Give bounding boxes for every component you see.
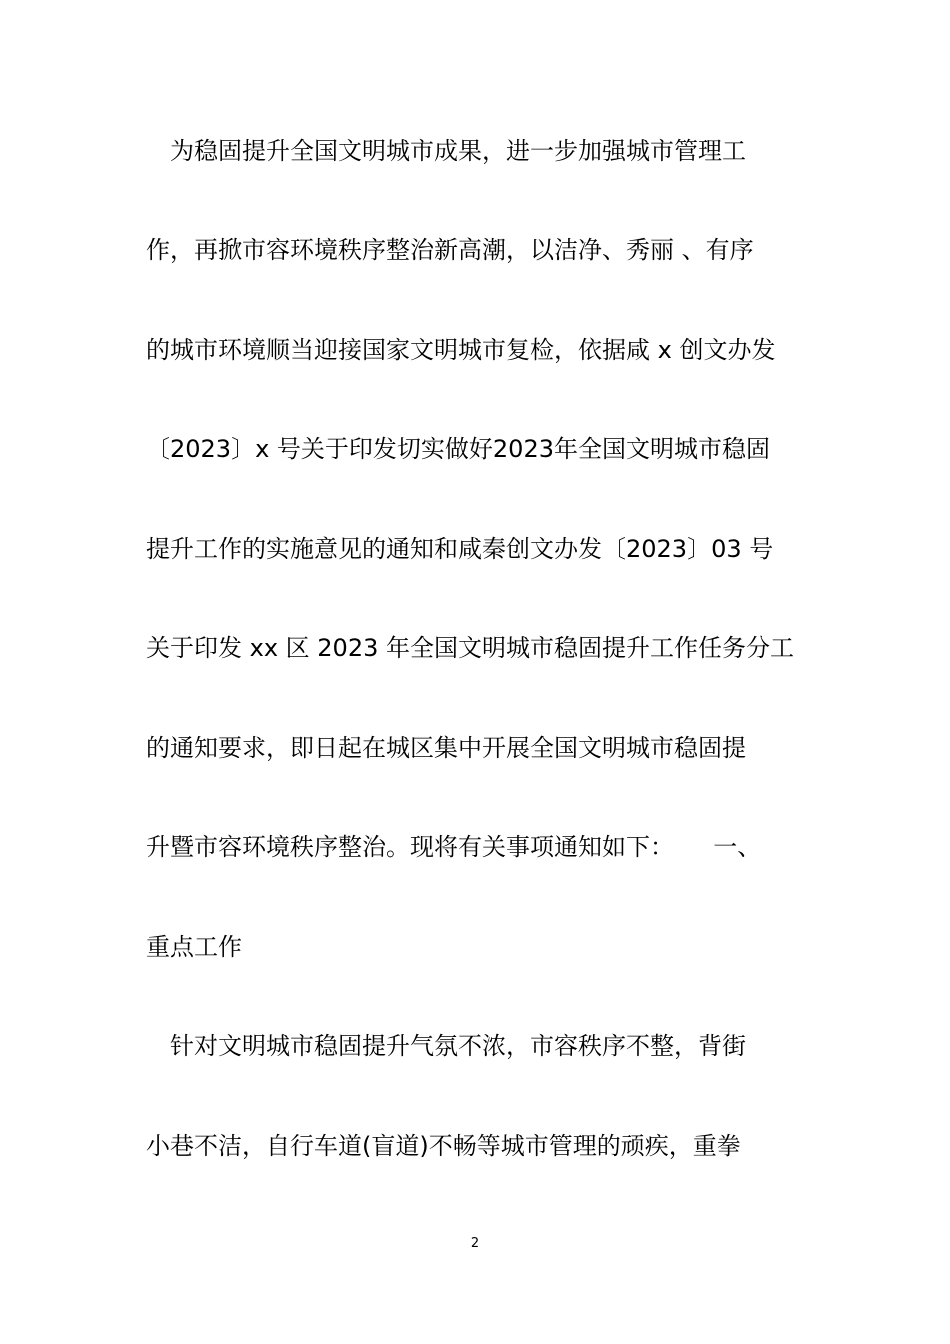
paragraph-line: 小巷不洁，自行车道(盲道)不畅等城市管理的顽疾，重拳 [146, 1132, 741, 1160]
paragraph-line: 〔2023〕x 号关于印发切实做好2023年全国文明城市稳固 [146, 435, 770, 463]
paragraph-line: 的通知要求，即日起在城区集中开展全国文明城市稳固提 [146, 734, 746, 762]
paragraph-line: 关于印发 xx 区 2023 年全国文明城市稳固提升工作任务分工 [146, 634, 794, 662]
paragraph-line: 提升工作的实施意见的通知和咸秦创文办发〔2023〕03 号 [146, 535, 774, 563]
paragraph-line: 的城市环境顺当迎接国家文明城市复检，依据咸 x 创文办发 [146, 336, 776, 364]
paragraph-line: 升暨市容环境秩序整治。现将有关事项通知如下： 一、 [146, 833, 762, 861]
paragraph-line: 针对文明城市稳固提升气氛不浓，市容秩序不整，背街 [146, 1032, 746, 1060]
paragraph-line: 为稳固提升全国文明城市成果，进一步加强城市管理工 [146, 137, 746, 165]
page-number: 2 [470, 1236, 480, 1251]
section-heading: 重点工作 [146, 933, 242, 961]
paragraph-line: 作，再掀市容环境秩序整治新高潮，以洁净、秀丽 、有序 [146, 236, 754, 264]
